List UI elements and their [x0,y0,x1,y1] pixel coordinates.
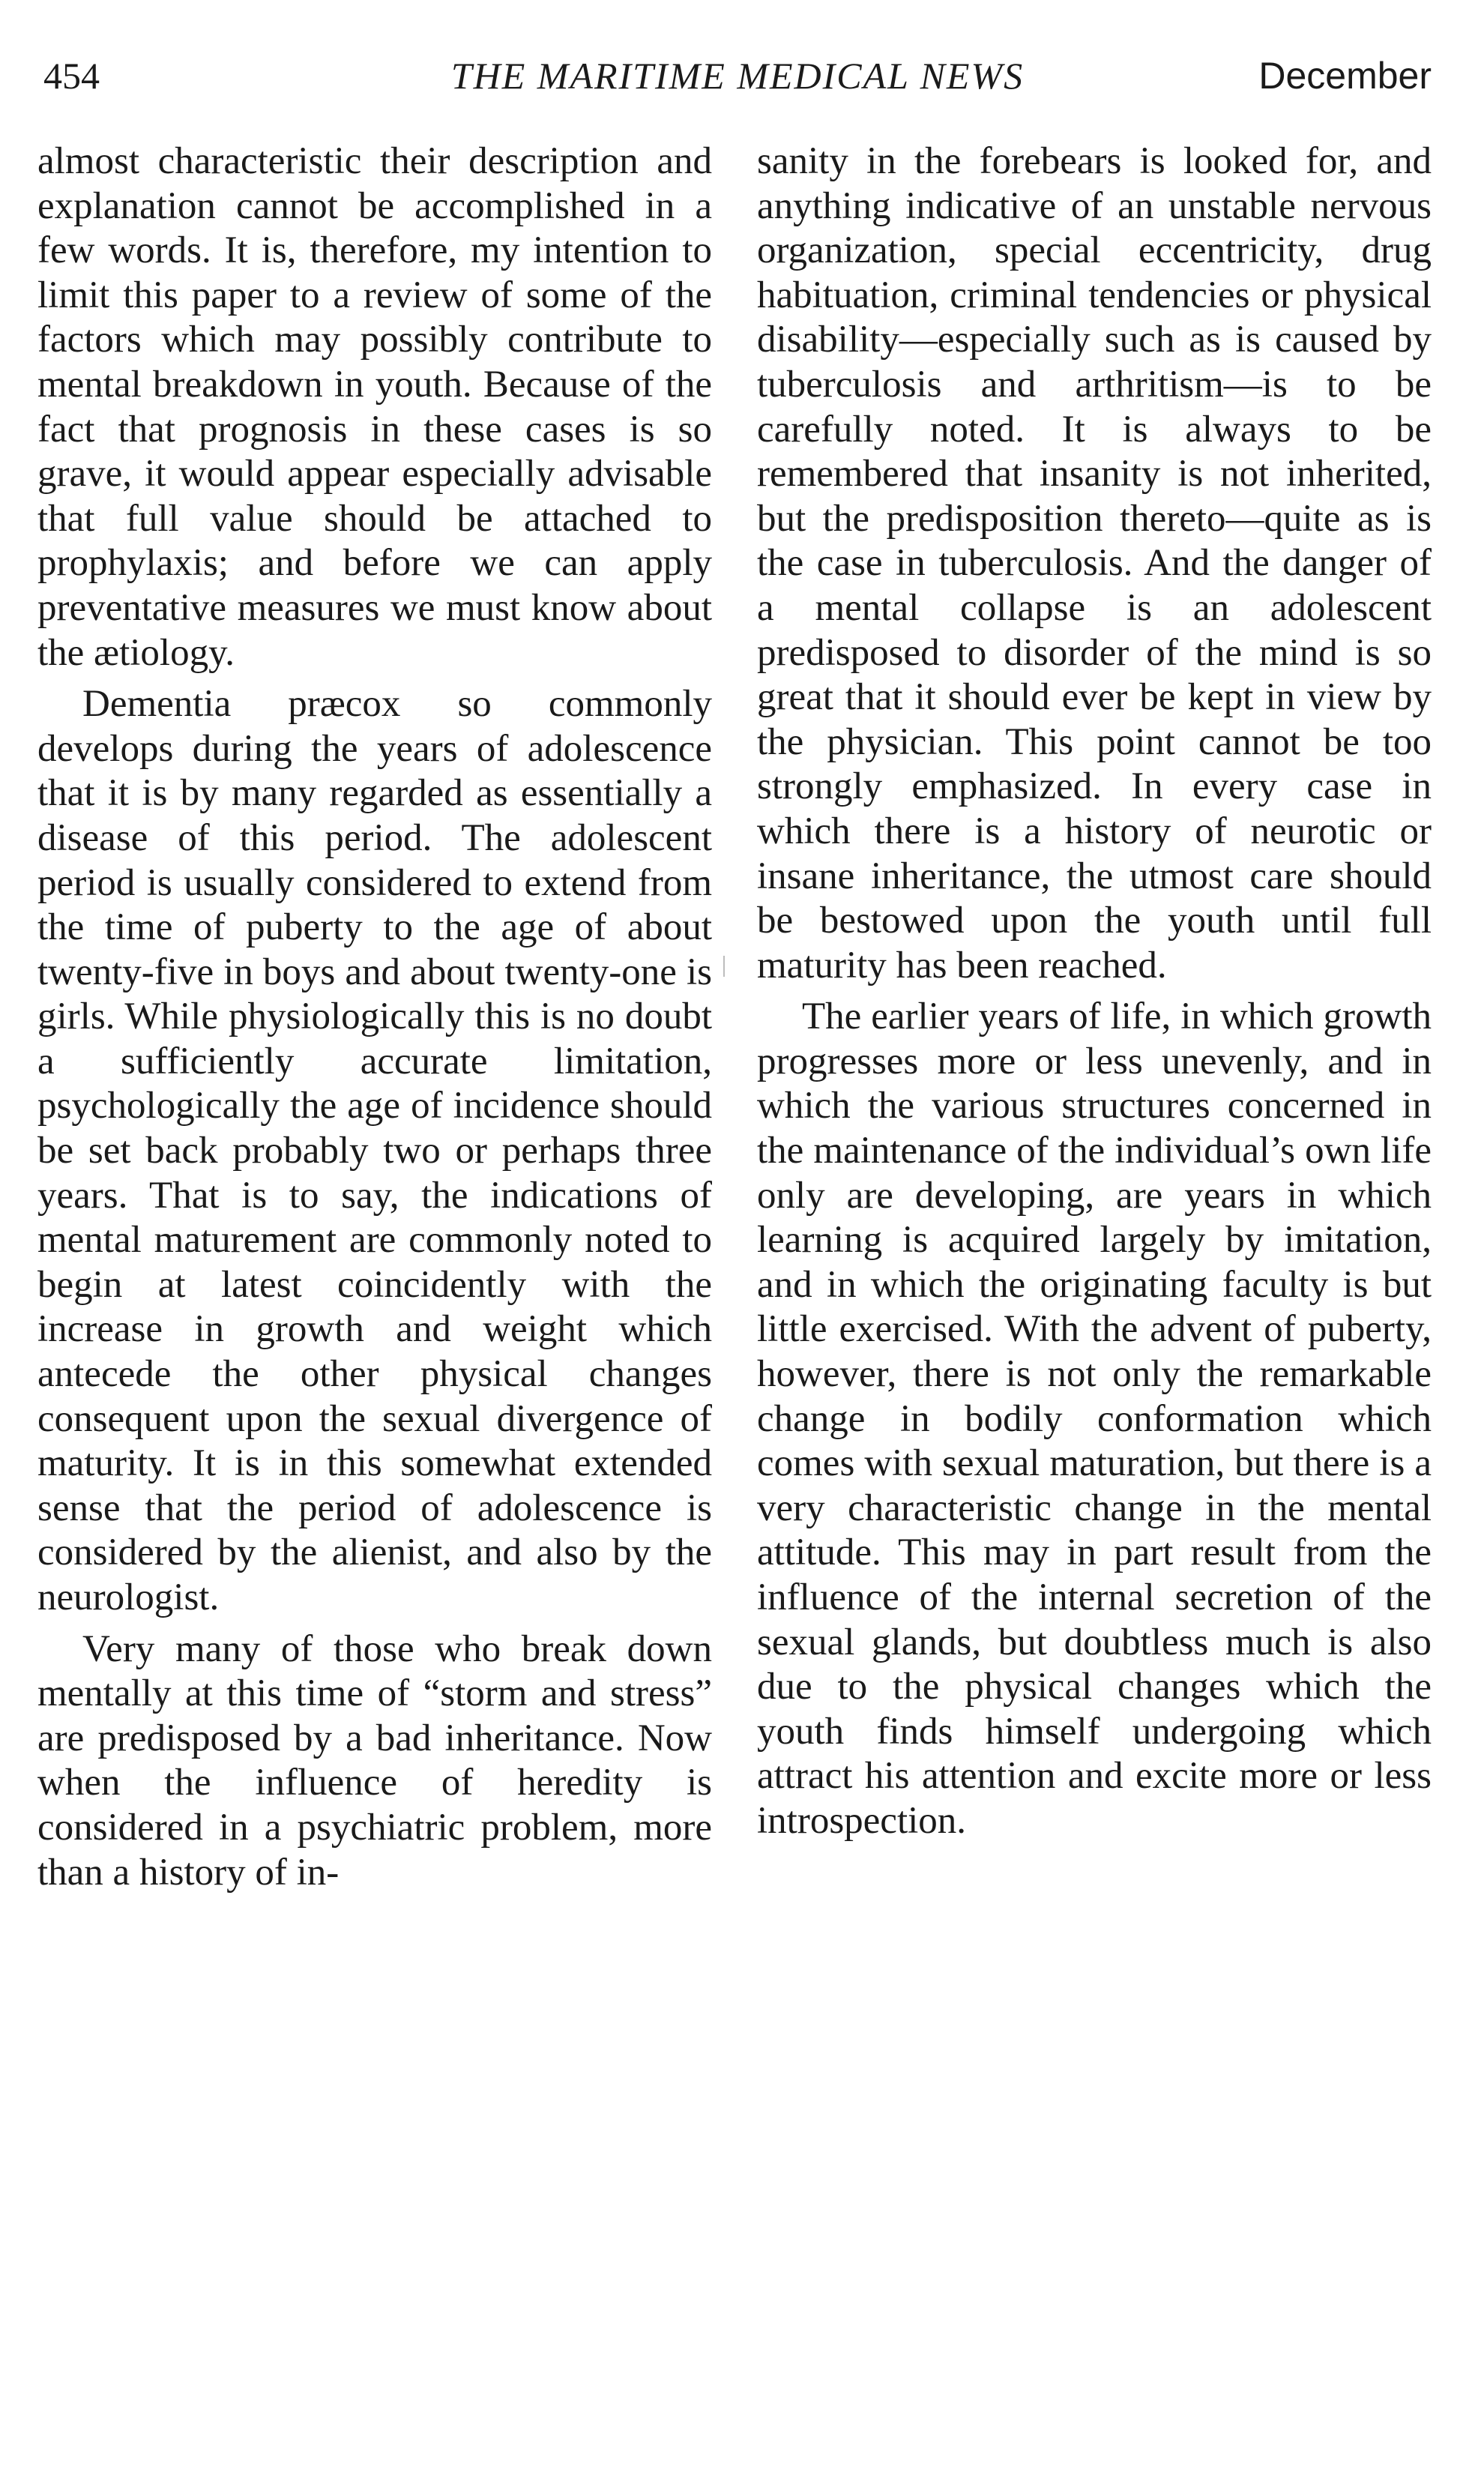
running-header [43,54,1432,106]
paragraph: almost characteristic their description and explanation cannot be accomplished in a few words. It is, therefore, my intention to limit this paper to a review of some of the factors which may possibly contribute to mental breakdown in youth. Because of the fact that prognosis in these cases is so grave, it would appear especially advisable that full value should be attached to prophylaxis; and before we can apply preventative measures we must know about the ætiology. [37,140,712,674]
paragraph: Dementia præcox so commonly develops during the years of adolescence that it is by many regarded as essentially a disease of this period. The adolescent period is usually considered to extend from the time of puberty to the age of about twenty-five in boys and about twenty-one is girls. While physiologically this is no doubt a sufficiently accurate limitation, psychologically the age of incidence should be set back probably two or perhaps three years. That is to say, the indications of mental maturement are commonly noted to begin at latest coincidently with the increase in growth and weight which antecede the other physical changes consequent upon the sexual divergence of maturity. It is in this somewhat extended sense that the period of adolescence is considered by the alienist, and also by the neurologist. [37,683,712,1618]
paragraph: sanity in the forebears is looked for, and anything indicative of an unstable nervous organization, special eccentricity, drug habituation, criminal tendencies or physical disability—especially such as is caused by tuberculosis and arthritism—is to be carefully noted. It is always to be remembered that insanity is not inherited, but the predisposition thereto—quite as is the case in tuberculosis. And the danger of a mental collapse is an adolescent predisposed to disorder of the mind is so great that it should ever be kept in view by the physician. This point cannot be too strongly emphasized. In every case in which there is a history of neurotic or insane inheritance, the utmost care should be bestowed upon the youth until full maturity has been reached. [757,140,1432,987]
right-column [757,139,1432,1844]
left-column [37,139,712,1895]
paragraph: The earlier years of life, in which growth progresses more or less unevenly, and in which the various structures concerned in the maintenance of the individual’s own life only are developing, are years in which learning is acquired largely by imitation, and in which the originating faculty is but little exercised. With the advent of puberty, however, there is not only the remarkable change in bodily conformation which comes with sexual maturation, but there is a very characteristic change in the mental attitude. This may in part result from the influence of the internal secretion of the sexual glands, but doubtless much is also due to the physical changes which the youth finds himself undergoing which attract his attention and excite more or less introspection. [757,995,1432,1842]
page-number: 454 [43,55,100,97]
issue-month: December [1258,55,1432,97]
paragraph: Very many of those who break down mentally at this time of “storm and stress” are predisposed by a bad inheritance. Now when the influence of heredity is considered in a psychiatric problem, more than a history of in- [37,1627,712,1894]
column-divider-mark [723,956,725,977]
journal-title: THE MARITIME MEDICAL NEWS [450,55,1025,97]
